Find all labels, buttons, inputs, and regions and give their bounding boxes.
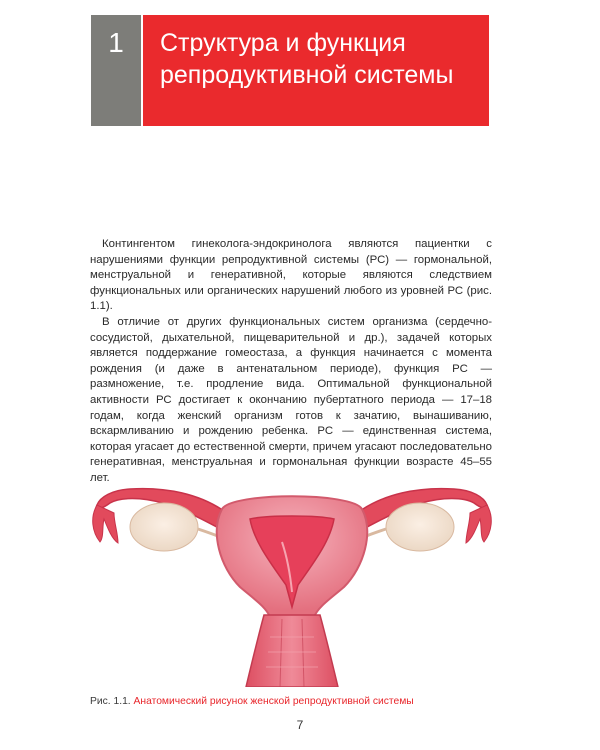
- cervix-vagina: [246, 615, 338, 687]
- chapter-title: [143, 15, 489, 126]
- chapter-title-line-2: репродуктивной системы: [160, 61, 454, 89]
- right-fimbriae: [466, 505, 491, 543]
- left-ovary: [130, 503, 198, 551]
- figure-caption-label: Рис. 1.1.: [90, 696, 131, 707]
- left-fimbriae: [93, 505, 118, 543]
- chapter-number: 1: [91, 15, 141, 126]
- paragraph-2: В отличие от других функциональных систем организма (сердечно-сосудистой, дыхательной, пищеварительной и др.), задачей которых является поддержание гомеостаза, а функция начинается с момента рождения (и даже в антенатальном периоде), функция РС — размножение, т.е. продление вида. Оптимальной функциональной активности РС достигает к окончанию пубертатного периода — 17–18 годам, когда женский организм готов к зачатию, вынашиванию, вскармливанию и рождению ребенка. РС — единственная система, которая угасает до естественной смерти, причем угасают последовательно генеративная, менструальная и гормональная функции возрасте 45–55 лет.: [90, 315, 492, 484]
- figure-caption-text: Анатомический рисунок женской репродуктивной системы: [133, 696, 414, 707]
- chapter-title-line-1: Структура и функция: [160, 29, 406, 57]
- right-ovary: [386, 503, 454, 551]
- reproductive-system-illustration: [82, 447, 502, 687]
- page-number: 7: [296, 718, 304, 732]
- figure-caption: [90, 695, 510, 709]
- paragraph-1: Контингентом гинеколога-эндокринолога являются пациентки с нарушениями функции репродуктивной системы (РС) — гормональной, менструальной и генеративной, которые являются следствием функциональных или органических нарушений любого из уровней РС (рис. 1.1).: [90, 238, 492, 313]
